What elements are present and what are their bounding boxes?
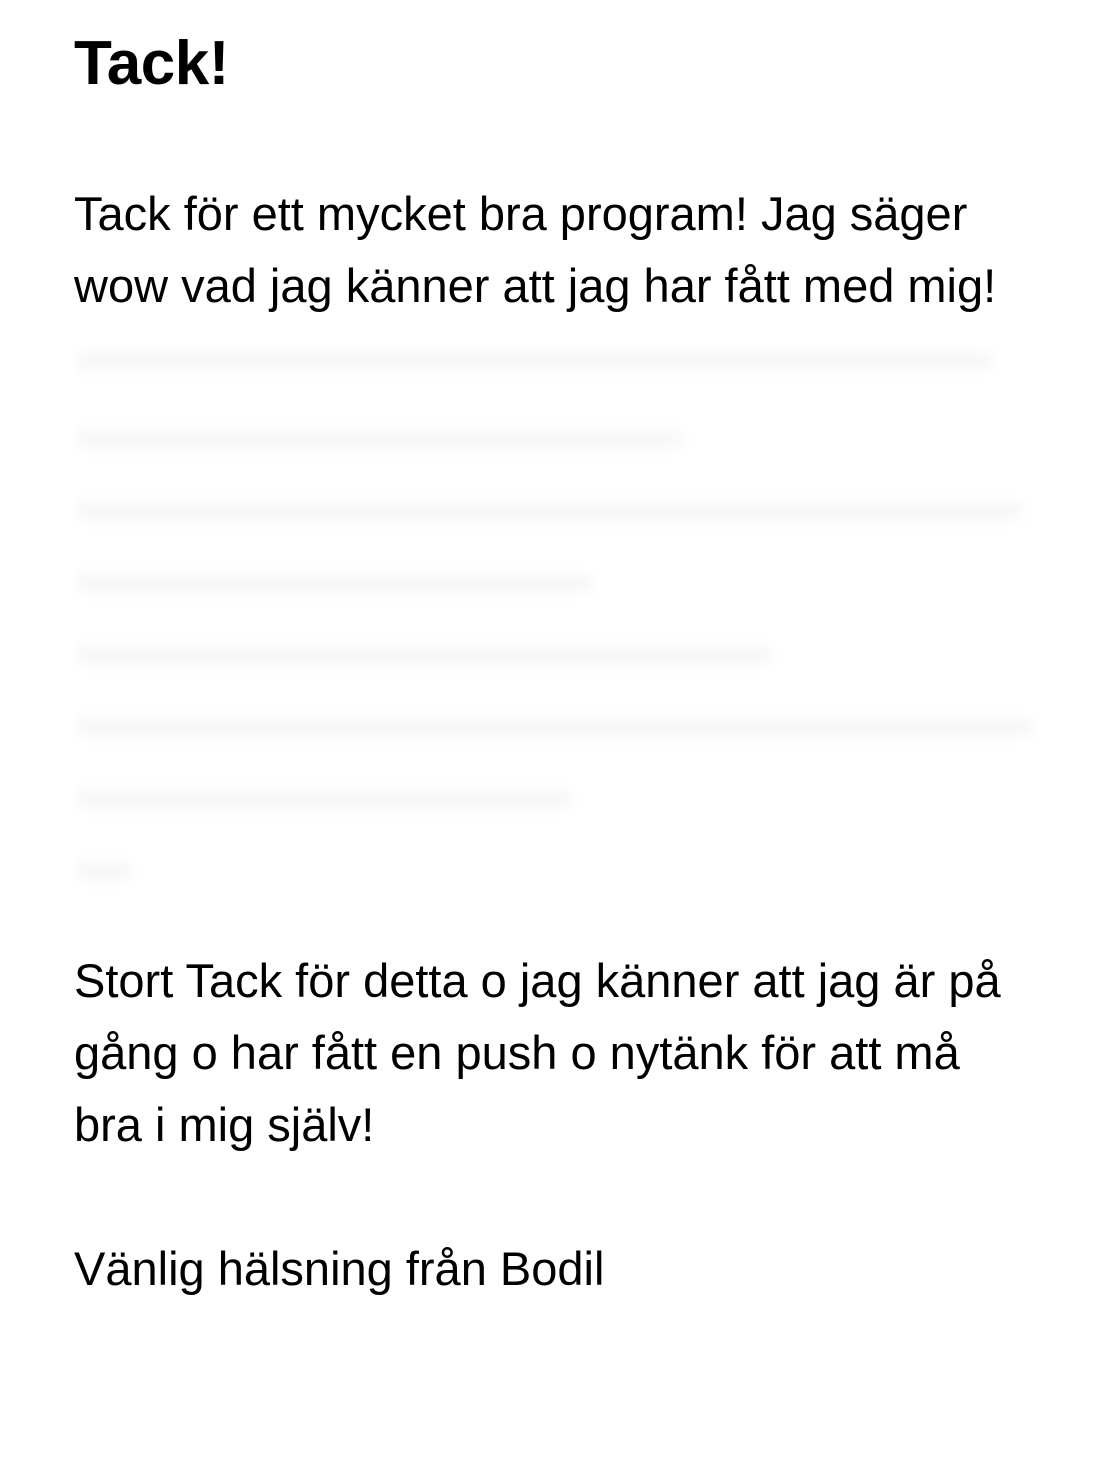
blurred-text-region — [74, 342, 1038, 897]
blurred-line — [74, 502, 1024, 520]
blurred-line — [74, 430, 684, 448]
blurred-line — [74, 352, 994, 370]
blurred-line — [74, 718, 1034, 736]
signature: Vänlig hälsning från Bodil — [74, 1242, 605, 1295]
page-title: Tack! — [74, 29, 229, 98]
blurred-line — [74, 862, 134, 880]
intro-paragraph: Tack för ett mycket bra program! Jag säger wow vad jag känner att jag har fått med mig! — [74, 187, 997, 312]
blurred-line — [74, 790, 574, 808]
blurred-line — [74, 574, 594, 592]
outro-paragraph: Stort Tack för detta o jag känner att jag är på gång o har fått en push o nytänk för att må bra i mig själv! — [74, 954, 1001, 1151]
blurred-line — [74, 646, 774, 664]
